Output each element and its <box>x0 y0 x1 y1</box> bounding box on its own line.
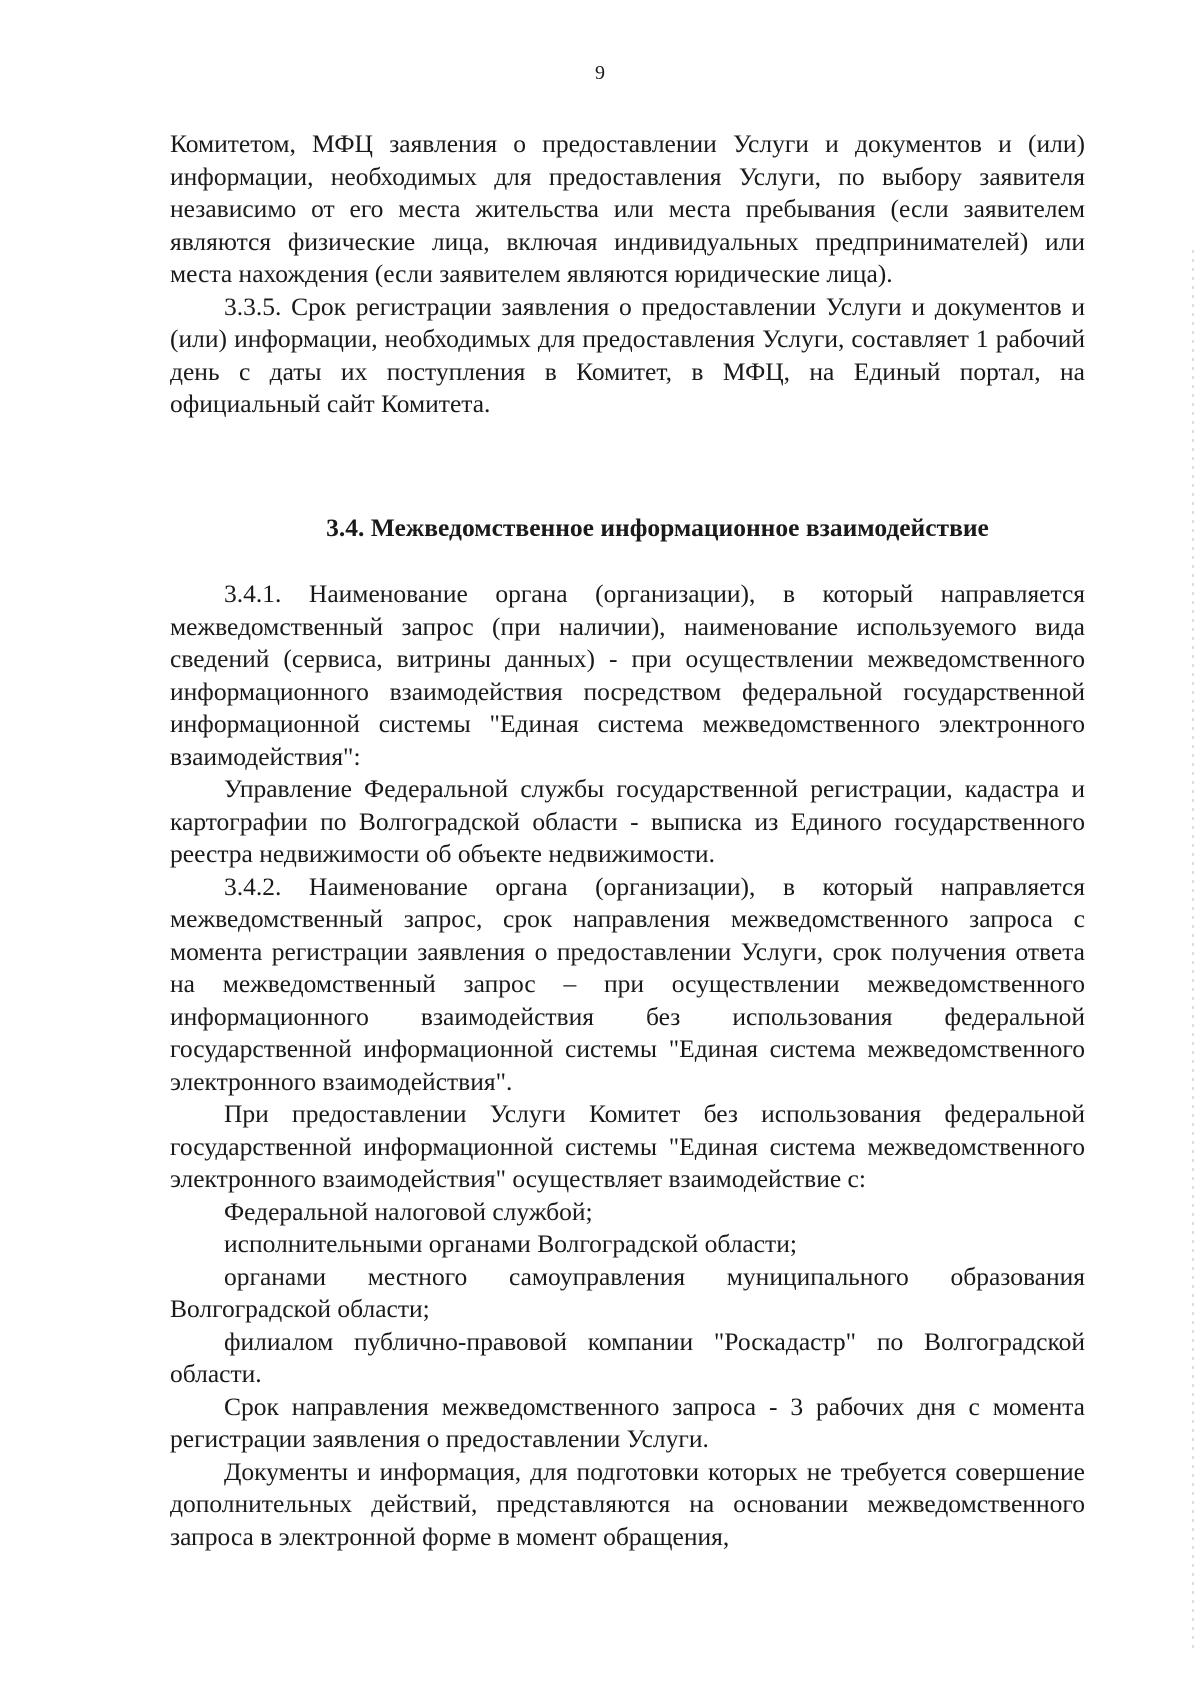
scan-edge-marks <box>1192 250 1194 1650</box>
section-heading: 3.4. Межведомственное информационное взаимодействие <box>326 513 989 542</box>
clause-3-4-2: 3.4.2. Наименование органа (организации), в который направляется межведомственный запрос, срок направления межведомственного запроса с момента регистрации заявления о предоставлении Услуги, срок получения ответа на межведомственный запрос – при осуществлении межведомственного информационного взаимодействия без использования федеральной государственной информационной системы "Единая система межведомственного электронного взаимодействия". <box>170 871 1085 1096</box>
interaction-intro-paragraph: При предоставлении Услуги Комитет без использования федеральной государственной информационной системы "Единая система межведомственного электронного взаимодействия" осуществляет взаимодействие с: <box>170 1099 1085 1193</box>
list-item: филиалом публично-правовой компании "Роскадастр" по Волгоградской области. <box>170 1326 1085 1388</box>
intro-paragraph: Комитетом, МФЦ заявления о предоставлении Услуги и документов и (или) информации, необходимых для предоставления Услуги, по выбору заявителя независимо от его места жительства или места пребывания (если заявителем являются физические лица, включая индивидуальных предпринимателей) или места нахождения (если заявителем являются юридические лица). <box>170 129 1085 288</box>
deadline-paragraph: Срок направления межведомственного запроса - 3 рабочих дня с момента регистрации заявления о предоставлении Услуги. <box>170 1391 1085 1453</box>
rosreestr-paragraph: Управление Федеральной службы государственной регистрации, кадастра и картографии по Волгоградской области - выписка из Единого государственного реестра недвижимости об объекте недвижимости. <box>170 774 1085 868</box>
clause-3-3-5: 3.3.5. Срок регистрации заявления о предоставлении Услуги и документов и (или) информации, необходимых для предоставления Услуги, составляет 1 рабочий день с даты их поступления в Комитет, в МФЦ, на Единый портал, на официальный сайт Комитета. <box>170 291 1085 418</box>
section-body <box>170 578 1085 1553</box>
clause-3-4-1: 3.4.1. Наименование органа (организации), в который направляется межведомственный запрос (при наличии), наименование используемого вида сведений (сервиса, витрины данных) - при осуществлении межведомственного информационного взаимодействия посредством федеральной государственной информационной системы "Единая система межведомственного электронного взаимодействия": <box>170 579 1085 771</box>
intro-block <box>170 128 1085 421</box>
list-item: исполнительными органами Волгоградской области; <box>224 1229 797 1258</box>
documents-paragraph: Документы и информация, для подготовки которых не требуется совершение дополнительных действий, представляются на основании межведомственного запроса в электронной форме в момент обращения, <box>170 1456 1085 1551</box>
list-item: Федеральной налоговой службой; <box>224 1196 593 1226</box>
page-number: 9 <box>595 62 605 84</box>
list-item: органами местного самоуправления муниципального образования Волгоградской области; <box>170 1261 1085 1323</box>
